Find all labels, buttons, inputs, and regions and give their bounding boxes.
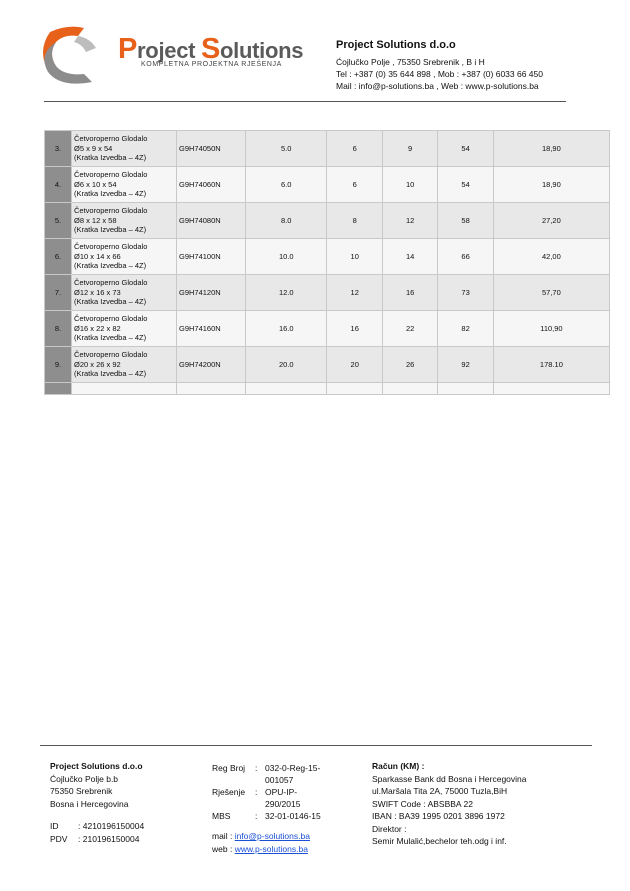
row-description-line: Ø10 x 14 x 66 — [74, 251, 121, 261]
row-cut-length: 10 — [382, 167, 437, 203]
footer-mbs-row: MBS : 32-01-0146-15 — [212, 811, 321, 821]
footer-bank-address: ul.Maršala Tita 2A, 75000 Tuzla,BiH — [372, 786, 508, 796]
row-diameter: 12.0 — [246, 275, 327, 311]
row-total-length: 92 — [438, 347, 493, 383]
logo-swoosh-icon — [40, 22, 118, 86]
row-diameter: 10.0 — [246, 239, 327, 275]
row-diameter: 8.0 — [246, 203, 327, 239]
product-table — [44, 130, 610, 395]
row-diameter: 5.0 — [246, 131, 327, 167]
row-description-line: Ø8 x 12 x 58 — [74, 215, 117, 225]
footer-city: 75350 Srebrenik — [50, 786, 113, 796]
row-description-line: Ø16 x 22 x 82 — [74, 323, 121, 333]
row-cut-length: 14 — [382, 239, 437, 275]
row-description — [72, 131, 177, 167]
row-description — [72, 239, 177, 275]
footer-reg-row: Reg Broj : 032-0-Reg-15-001057 — [212, 763, 321, 785]
footer-pdv-row: PDV : 210196150004 — [50, 833, 140, 844]
footer-id-row: ID : 4210196150004 — [50, 821, 145, 831]
empty-cell — [327, 383, 382, 395]
row-description-line: (Kratka Izvedba – 4Z) — [74, 333, 147, 343]
row-price: 178.10 — [493, 347, 609, 383]
row-diameter: 16.0 — [246, 311, 327, 347]
table-row — [45, 275, 610, 311]
row-number: 3. — [45, 131, 72, 167]
empty-cell — [72, 383, 177, 395]
row-description — [72, 167, 177, 203]
row-diameter: 6.0 — [246, 167, 327, 203]
row-number: 6. — [45, 239, 72, 275]
row-total-length: 82 — [438, 311, 493, 347]
row-total-length: 54 — [438, 131, 493, 167]
footer-street: Ćojlučko Polje b.b — [50, 773, 119, 784]
footer-divider — [40, 745, 592, 746]
company-name: Project Solutions d.o.o — [336, 39, 456, 51]
row-code: G9H74160N — [177, 311, 246, 347]
row-shank: 12 — [327, 275, 382, 311]
row-description-line: Ø12 x 16 x 73 — [74, 287, 121, 297]
empty-cell — [382, 383, 437, 395]
company-phones: Tel : +387 (0) 35 644 898 , Mob : +387 (0) 6033 66 450 — [336, 69, 543, 79]
row-number: 9. — [45, 347, 72, 383]
empty-cell — [246, 383, 327, 395]
table-row — [45, 311, 610, 347]
row-shank: 8 — [327, 203, 382, 239]
row-shank: 16 — [327, 311, 382, 347]
empty-cell — [45, 383, 72, 395]
row-shank: 6 — [327, 131, 382, 167]
empty-cell — [438, 383, 493, 395]
row-cut-length: 9 — [382, 131, 437, 167]
row-price: 57,70 — [493, 275, 609, 311]
row-description-line: Ø20 x 26 x 92 — [74, 359, 121, 369]
logo-tagline: KOMPLETNA PROJEKTNA RJEŠENJA — [141, 61, 282, 68]
row-description-line: (Kratka Izvedba – 4Z) — [74, 261, 147, 271]
row-price: 18,90 — [493, 167, 609, 203]
row-description-line: Ø6 x 10 x 54 — [74, 179, 117, 189]
footer-director: Semir Mulalić,bechelor teh.odg i inf. — [372, 836, 507, 846]
footer-web-link[interactable]: www.p-solutions.ba — [234, 843, 308, 854]
row-description-line: (Kratka Izvedba – 4Z) — [74, 153, 147, 163]
row-description-line: Četvoroperno Glodalo — [74, 242, 148, 252]
table-row — [45, 131, 610, 167]
row-description-line: Ø5 x 9 x 54 — [74, 143, 113, 153]
empty-cell — [493, 383, 609, 395]
row-description — [72, 311, 177, 347]
footer-swift: SWIFT Code : ABSBBA 22 — [372, 798, 473, 809]
row-price: 42,00 — [493, 239, 609, 275]
company-header-info — [336, 39, 543, 92]
row-code: G9H74080N — [177, 203, 246, 239]
header-divider — [44, 101, 566, 102]
row-code: G9H74120N — [177, 275, 246, 311]
row-cut-length: 12 — [382, 203, 437, 239]
row-code: G9H74060N — [177, 167, 246, 203]
table-row — [45, 239, 610, 275]
footer-web-row: web : www.p-solutions.ba — [212, 843, 308, 854]
footer-director-label: Direktor : — [372, 823, 407, 834]
row-code: G9H74050N — [177, 131, 246, 167]
company-address: Ćojlučko Polje , 75350 Srebrenik , B i H — [336, 57, 485, 67]
row-total-length: 66 — [438, 239, 493, 275]
footer-mail-link[interactable]: info@p-solutions.ba — [234, 831, 310, 841]
logo-wordmark: Project Solutions — [118, 33, 304, 65]
footer-mail-row: mail : info@p-solutions.ba — [212, 831, 310, 841]
row-total-length: 73 — [438, 275, 493, 311]
footer-bank — [372, 760, 527, 848]
row-description-line: Četvoroperno Glodalo — [74, 278, 148, 288]
row-description-line: (Kratka Izvedba – 4Z) — [74, 189, 147, 199]
row-description-line: Četvoroperno Glodalo — [74, 206, 148, 216]
row-number: 4. — [45, 167, 72, 203]
row-cut-length: 26 — [382, 347, 437, 383]
row-description-line: (Kratka Izvedba – 4Z) — [74, 225, 147, 235]
footer-registration — [212, 762, 327, 855]
table-row — [45, 347, 610, 383]
row-description — [72, 203, 177, 239]
row-description-line: (Kratka Izvedba – 4Z) — [74, 369, 147, 379]
row-number: 8. — [45, 311, 72, 347]
footer-company — [50, 760, 144, 845]
empty-cell — [177, 383, 246, 395]
row-code: G9H74200N — [177, 347, 246, 383]
row-cut-length: 16 — [382, 275, 437, 311]
row-cut-length: 22 — [382, 311, 437, 347]
row-description-line: (Kratka Izvedba – 4Z) — [74, 297, 147, 307]
row-code: G9H74100N — [177, 239, 246, 275]
row-number: 7. — [45, 275, 72, 311]
row-total-length: 58 — [438, 203, 493, 239]
row-price: 27,20 — [493, 203, 609, 239]
row-shank: 6 — [327, 167, 382, 203]
row-description-line: Četvoroperno Glodalo — [74, 134, 148, 144]
row-number: 5. — [45, 203, 72, 239]
row-price: 18,90 — [493, 131, 609, 167]
table-row — [45, 167, 610, 203]
footer-iban: IBAN : BA39 1995 0201 3896 1972 — [372, 811, 505, 821]
footer-rjesenje-row: Rješenje : OPU-IP-290/2015 — [212, 787, 301, 809]
company-contact: Mail : info@p-solutions.ba , Web : www.p-solutions.ba — [336, 81, 539, 91]
footer-bank-name: Sparkasse Bank dd Bosna i Hercegovina — [372, 773, 527, 784]
row-diameter: 20.0 — [246, 347, 327, 383]
row-description — [72, 275, 177, 311]
row-description-line: Četvoroperno Glodalo — [74, 350, 148, 360]
row-description-line: Četvoroperno Glodalo — [74, 170, 148, 180]
row-description — [72, 347, 177, 383]
row-shank: 20 — [327, 347, 382, 383]
row-shank: 10 — [327, 239, 382, 275]
row-description-line: Četvoroperno Glodalo — [74, 314, 148, 324]
row-total-length: 54 — [438, 167, 493, 203]
row-price: 110,90 — [493, 311, 609, 347]
footer-account-heading: Račun (KM) : — [372, 761, 425, 771]
footer-country: Bosna i Hercegovina — [50, 798, 129, 809]
footer-company-name: Project Solutions d.o.o — [50, 761, 143, 771]
company-logo — [40, 22, 304, 86]
table-row — [45, 203, 610, 239]
table-end-row — [45, 383, 610, 395]
